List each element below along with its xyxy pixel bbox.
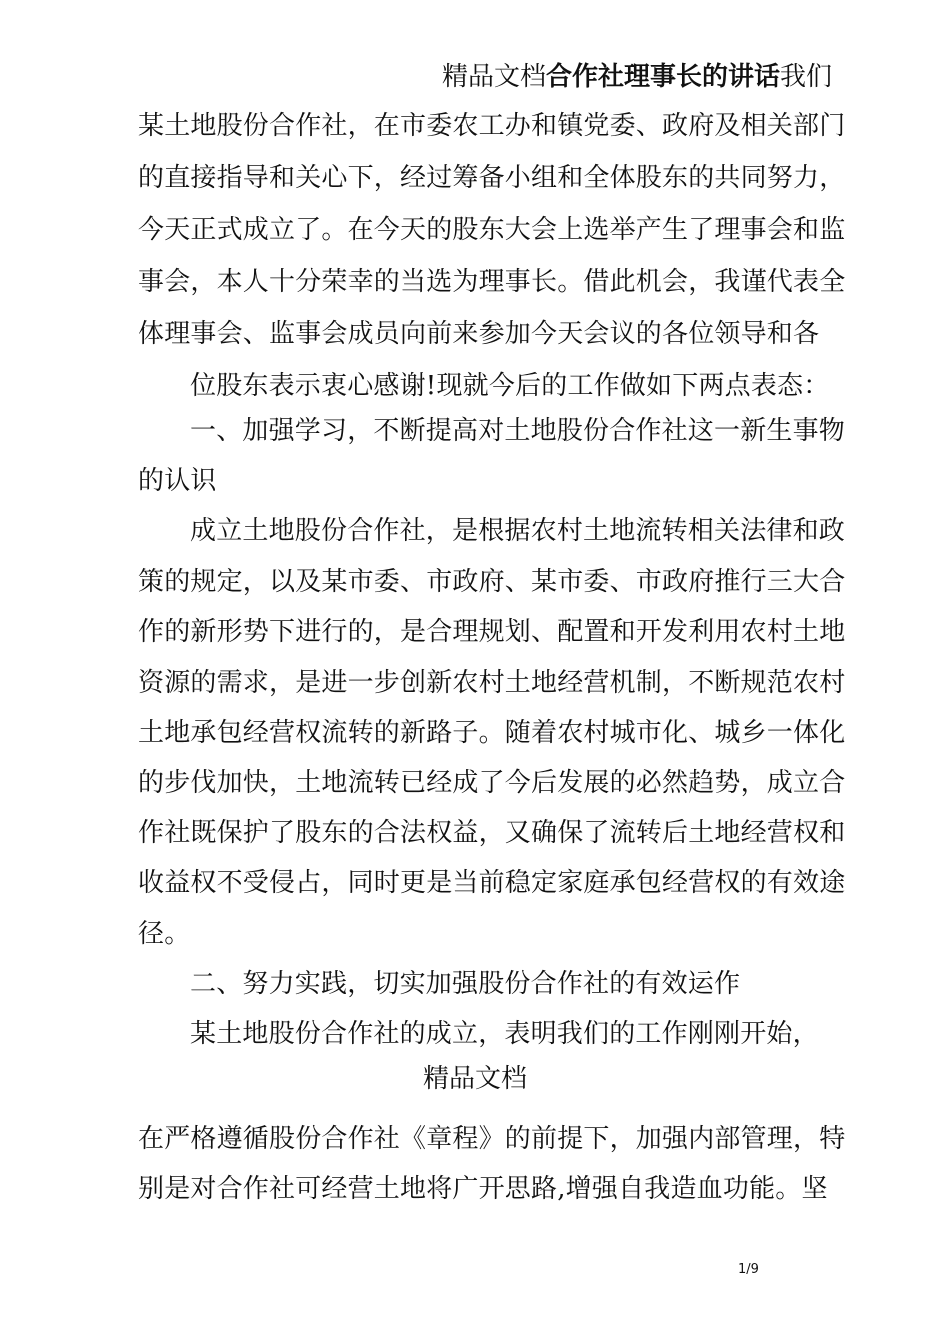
text-line: 策的规定，以及某市委、市政府、某市委、市政府推行三大合: [138, 567, 846, 597]
page-number: 1/9: [738, 1262, 759, 1277]
text-line: 今天正式成立了。在今天的股东大会上选举产生了理事会和监: [138, 215, 846, 245]
text-line: 别是对合作社可经营土地将广开思路,增强自我造血功能。坚: [138, 1174, 828, 1204]
text-line: 收益权不受侵占，同时更是当前稳定家庭承包经营权的有效途: [138, 868, 846, 898]
text-line: 的直接指导和关心下，经过筹备小组和全体股东的共同努力，: [138, 163, 846, 193]
header-suffix: 我们: [779, 62, 832, 92]
section-heading: 二、努力实践，切实加强股份合作社的有效运作: [190, 969, 741, 999]
section-heading-continued: 的认识: [138, 466, 217, 496]
text-line: 资源的需求，是进一步创新农村土地经营机制，不断规范农村: [138, 668, 846, 698]
text-line: 体理事会、监事会成员向前来参加今天会议的各位领导和各: [138, 319, 820, 349]
text-line: 事会，本人十分荣幸的当选为理事长。借此机会，我谨代表全: [138, 267, 846, 297]
section-heading: 一、加强学习，不断提高对土地股份合作社这一新生事物: [190, 416, 846, 446]
page-header: [442, 62, 832, 92]
page-break-mark: 精品文档: [422, 1064, 527, 1094]
text-line: 某土地股份合作社的成立，表明我们的工作刚刚开始，: [190, 1019, 819, 1049]
text-line: 位股东表示衷心感谢!现就今后的工作做如下两点表态：: [190, 371, 830, 401]
document-title: 合作社理事长的讲话: [545, 62, 780, 92]
text-line: 径。: [138, 919, 191, 949]
text-line: 作的新形势下进行的，是合理规划、配置和开发利用农村土地: [138, 617, 846, 647]
text-line: 某土地股份合作社，在市委农工办和镇党委、政府及相关部门: [138, 111, 846, 141]
header-prefix: 精品文档: [441, 62, 546, 92]
text-line: 土地承包经营权流转的新路子。随着农村城市化、城乡一体化: [138, 718, 846, 748]
text-line: 的步伐加快，土地流转已经成了今后发展的必然趋势，成立合: [138, 768, 846, 798]
text-line: 作社既保护了股东的合法权益，又确保了流转后土地经营权和: [138, 818, 846, 848]
text-line: 在严格遵循股份合作社《章程》的前提下，加强内部管理，特: [138, 1124, 846, 1154]
text-line: 成立土地股份合作社，是根据农村土地流转相关法律和政: [190, 516, 846, 546]
